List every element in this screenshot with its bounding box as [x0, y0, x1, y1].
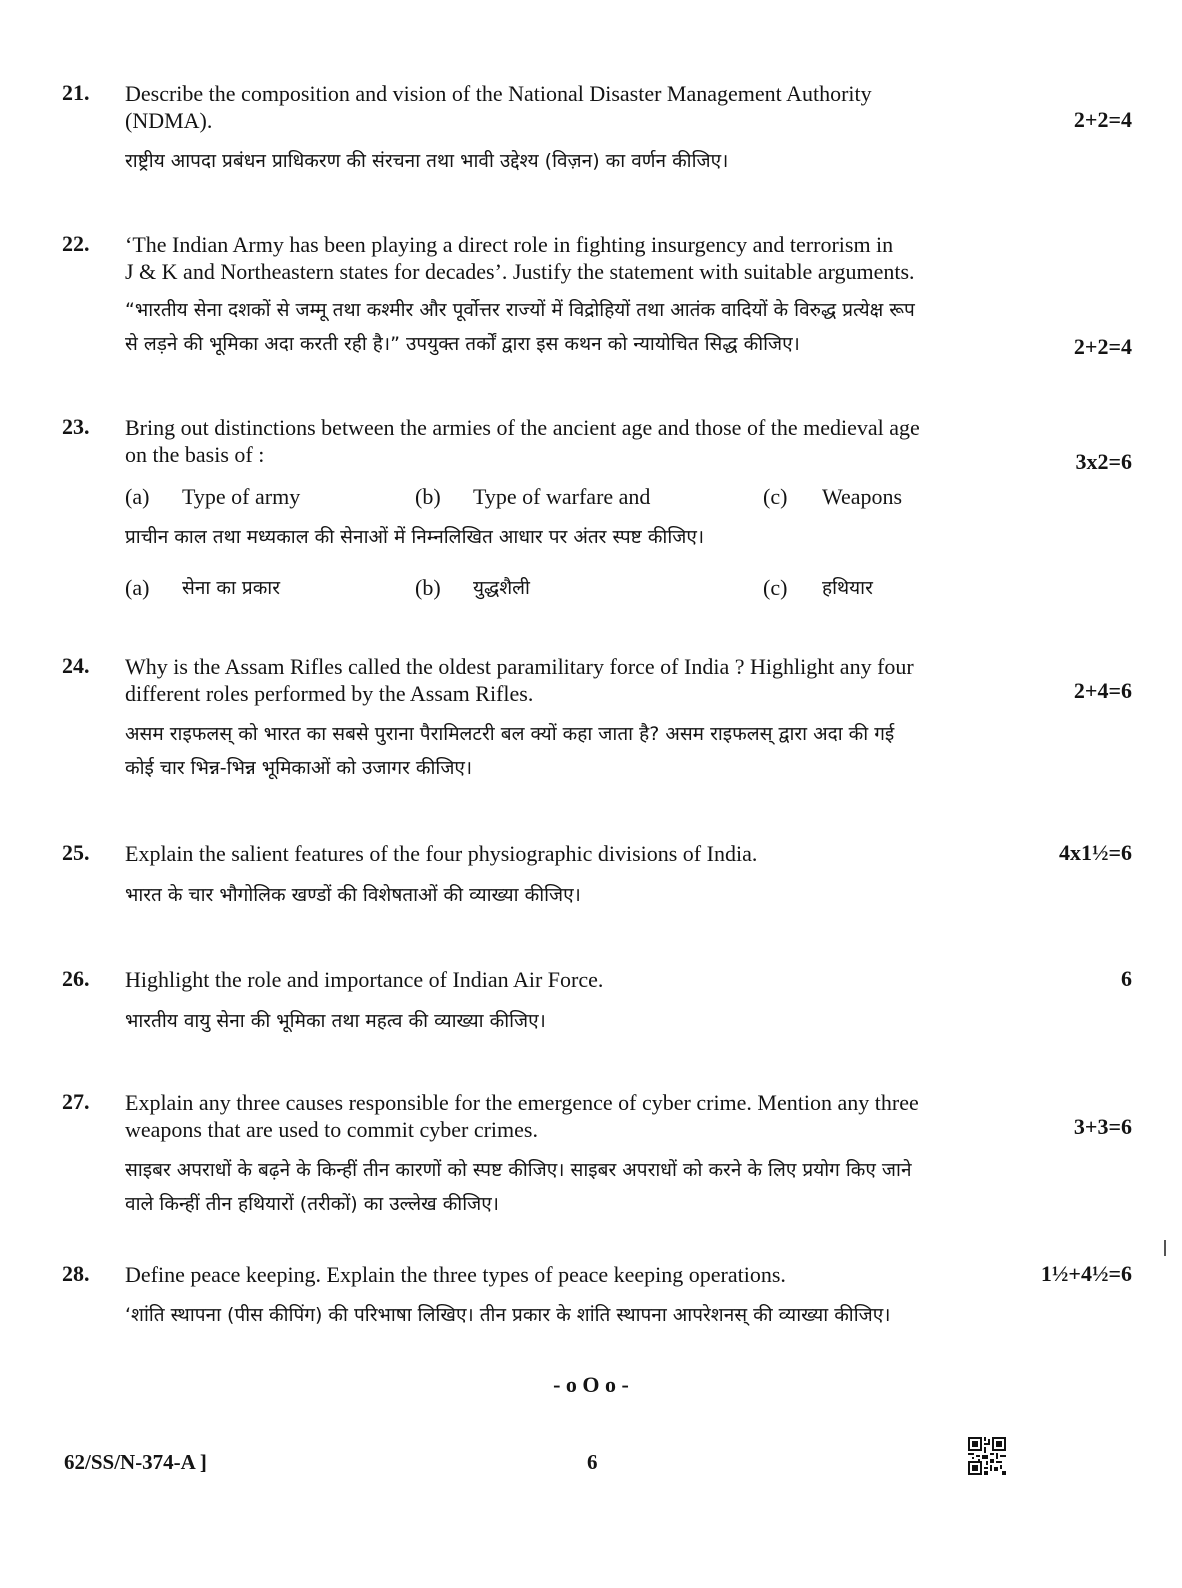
option-hi-b-label: (b)	[415, 575, 441, 600]
question-marks: 4x1½=6	[1058, 840, 1132, 865]
question-number: 21.	[62, 80, 90, 105]
question-marks: 2+4=6	[1073, 678, 1132, 703]
question-number: 25.	[62, 840, 90, 865]
option-a-label: (a)	[125, 484, 150, 509]
question-marks: 3+3=6	[1073, 1114, 1132, 1139]
question-text-en: ‘The Indian Army has been playing a direct role in fighting insurgency and terrorism in J & K and Northeastern states for decades’. Justify the statement with suitable arguments.	[125, 232, 915, 284]
question-number: 26.	[62, 966, 90, 991]
question-text-en: Highlight the role and importance of Indian Air Force.	[125, 967, 604, 992]
question-text-en: Why is the Assam Rifles called the oldest paramilitary force of India ? Highlight any four different roles performed by the Assam Rifles.	[125, 654, 914, 706]
question-marks: 6	[1121, 966, 1132, 991]
option-hi-a-label: (a)	[125, 575, 150, 600]
question-text-hi: प्राचीन काल तथा मध्यकाल की सेनाओं में निम्नलिखित आधार पर अंतर स्पष्ट कीजिए।	[125, 526, 705, 548]
option-c-label: (c)	[763, 484, 788, 509]
question-text-en: Describe the composition and vision of the National Disaster Management Authority (NDMA).	[125, 81, 872, 133]
question-number: 23.	[62, 414, 90, 439]
question-number: 24.	[62, 653, 90, 678]
question-text-en: Explain any three causes responsible for the emergence of cyber crime. Mention any three weapons that are used to commit cyber crimes.	[125, 1090, 919, 1142]
question-text-hi: राष्ट्रीय आपदा प्रबंधन प्राधिकरण की संरचना तथा भावी उद्देश्य (विज़न) का वर्णन कीजिए।	[125, 150, 729, 172]
option-b-label: (b)	[415, 484, 441, 509]
page-number: 6	[587, 1450, 598, 1474]
option-b-text: Type of warfare and	[473, 484, 651, 509]
question-marks: 2+2=4	[1073, 334, 1132, 359]
paper-code: 62/SS/N-374-A ]	[64, 1450, 207, 1474]
question-number: 22.	[62, 231, 90, 256]
question-number: 27.	[62, 1089, 90, 1114]
question-text-hi: ‘शांति स्थापना (पीस कीपिंग) की परिभाषा लिखिए। तीन प्रकार के शांति स्थापना आपरेशनस् की व्याख्या कीजिए।	[125, 1304, 891, 1326]
question-text-en: Explain the salient features of the four physiographic divisions of India.	[125, 841, 758, 866]
question-marks: 1½+4½=6	[1040, 1261, 1132, 1286]
page-edge-mark	[1164, 1240, 1166, 1256]
question-text-en: Define peace keeping. Explain the three types of peace keeping operations.	[125, 1262, 786, 1287]
option-c-text: Weapons	[822, 484, 903, 509]
question-text-hi: असम राइफलस् को भारत का सबसे पुराना पैरामिलटरी बल क्यों कहा जाता है? असम राइफलस् द्वारा अदा की गई कोई चार भिन्न-भिन्न भूमिकाओं को उजागर कीजिए।	[125, 723, 895, 779]
question-text-hi: साइबर अपराधों के बढ़ने के किन्हीं तीन कारणों को स्पष्ट कीजिए। साइबर अपराधों को करने के लिए प्रयोग किए जाने वाले किन्हीं तीन हथियारों (तरीकों) का उल्लेख कीजिए।	[125, 1159, 912, 1215]
option-hi-b-text: युद्धशैली	[473, 577, 530, 599]
end-of-paper-mark: - o O o -	[553, 1372, 629, 1397]
question-number: 28.	[62, 1261, 90, 1286]
question-text-hi: भारत के चार भौगोलिक खण्डों की विशेषताओं की व्याख्या कीजिए।	[125, 884, 581, 906]
question-marks: 2+2=4	[1073, 107, 1132, 132]
question-text-hi: “भारतीय सेना दशकों से जम्मू तथा कश्मीर और पूर्वोत्तर राज्यों में विद्रोहियों तथा आतंक वादियों के विरुद्ध प्रत्येक्ष रूप से लड़ने की भूमिका अदा करती रही है।” उपयुक्त तर्कों द्वारा इस कथन को न्यायोचित सिद्ध कीजिए।	[125, 299, 915, 355]
option-hi-a-text: सेना का प्रकार	[182, 577, 280, 599]
question-marks: 3x2=6	[1075, 449, 1132, 474]
option-hi-c-label: (c)	[763, 575, 788, 600]
qr-code-icon	[968, 1437, 1006, 1475]
question-text-en: Bring out distinctions between the armies of the ancient age and those of the medieval age on the basis of :	[125, 415, 920, 467]
option-a-text: Type of army	[182, 484, 301, 509]
question-text-hi: भारतीय वायु सेना की भूमिका तथा महत्व की व्याख्या कीजिए।	[125, 1010, 546, 1032]
option-hi-c-text: हथियार	[822, 577, 873, 599]
